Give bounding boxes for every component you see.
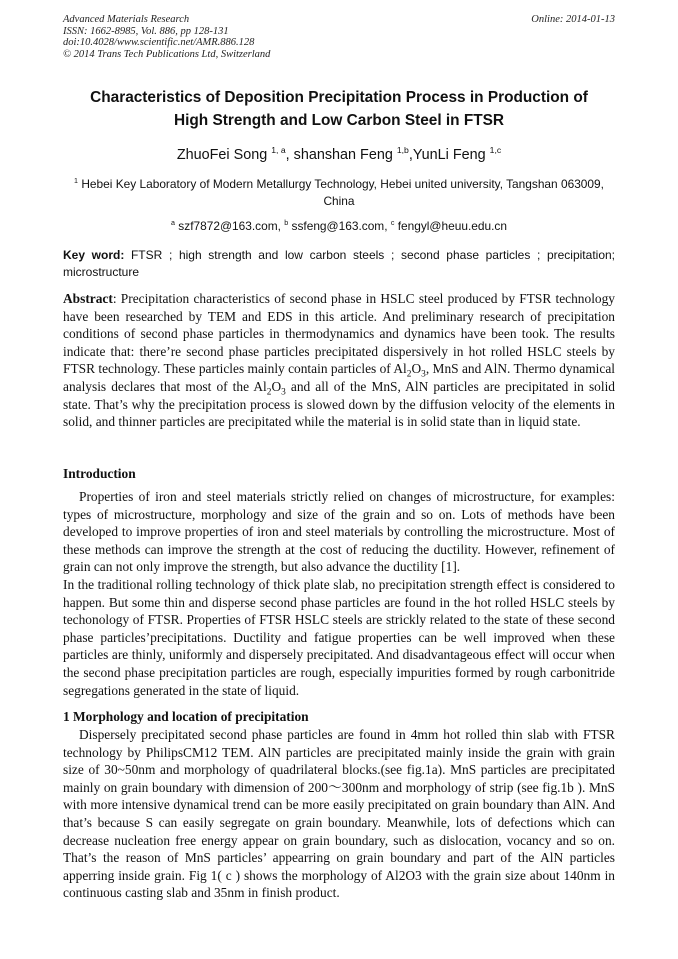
author-list — [40, 146, 638, 164]
keywords — [63, 247, 615, 280]
abstract-sub-2a: 2 — [266, 387, 272, 398]
abstract-text-5: and all of the MnS, AlN particles are precipitated in solid state. That’s why the precipitation process is slowed down by the diffusion velocity of the elements in solid, and thinner particles are precipitated while the material is in solid state than in liquid state. — [63, 378, 615, 430]
abstract-sub-2b: 3 — [281, 387, 286, 398]
email-list — [40, 218, 638, 234]
issn-line: ISSN: 1662-8985, Vol. 886, pp 128-131 — [63, 25, 229, 37]
email-b-mark: b — [284, 219, 289, 228]
paper-title — [40, 86, 638, 132]
copyright-line: © 2014 Trans Tech Publications Ltd, Switzerland — [63, 48, 271, 60]
affiliation-text: Hebei Key Laboratory of Modern Metallurgy Technology, Hebei united university, Tangshan 063009, China — [78, 177, 604, 208]
journal-header — [63, 14, 615, 60]
abstract-sub-1b: 3 — [421, 370, 426, 381]
abstract-label: Abstract — [63, 291, 113, 306]
abstract-text-3: , MnS and AlN. Thermo dynamical analysis declares that most of the Al — [63, 361, 615, 394]
section-1-heading: 1 Morphology and location of precipitation — [63, 709, 309, 724]
email-c: fengyl@heuu.edu.cn — [394, 219, 507, 233]
keywords-text: FTSR ; high strength and low carbon steels ; second phase particles ; precipitation; microstructure — [63, 248, 615, 279]
abstract-text-1: : Precipitation characteristics of second phase in HSLC steel produced by FTSR technology have been researched by TEM and EDS in this article. And preliminary research of precipitation conditions of second phase particles in thermodynamics and dynamics have been took. The results indicate that: there’re second phase particles precipitated dispersively in hot rolled HSLC steels by FTSR technology. These particles mainly contain particles of Al — [63, 291, 615, 377]
author-3-affil: 1,c — [489, 145, 502, 156]
journal-name: Advanced Materials Research — [63, 14, 190, 25]
doi-line: doi:10.4028/www.scientific.net/AMR.886.128 — [63, 37, 255, 48]
author-3: ,YunLi Feng — [408, 147, 490, 163]
introduction-paragraph-2: In the traditional rolling technology of thick plate slab, no precipitation strength effect is considered to happen. But some thin and disperse second phase particles are found in the hot rolled HSLC steels by techonology of FTSR. Properties of FTSR HSLC steels are strickly related to the state of these second phase particles’precipitations. Ductility and fatigue properties can be well improved when these particles are thinly, uniformly and dispersely precipitated. And disadvantageous effect will occur when the second phase precipitation particles are rough, especially impurities formed by rough carbonitride segregations generated in the state of liquid. — [63, 576, 615, 698]
section-1-body — [63, 726, 615, 902]
section-1-paragraph: Dispersely precipitated second phase particles are found in 4mm hot rolled thin slab with FTSR technology by PhilipsCM12 TEM. AlN particles are precipitated mainly inside the grain with grain size of 30~50nm and morphology of quadrilateral blocks.(see fig.1a). MnS particles are precipitated mainly on grain boundary with dimension of 200～300nm and morphology of strip (see fig.1b ). MnS with more intensive dynamical trend can be more easily precipitated on grain boundary than AlN. And that’s because S can easily segregate on grain boundary. Meanwhile, lots of defections which can decrease nucleation free energy appear on grain boundary, such as dislocation, vocancy and so on. That’s the reason of MnS particles’ appearring on grain boundary and part of the AlN particles apperring inside grain. Fig 1( c ) shows the morphology of Al2O3 with the grain size about 140nm in continuous casting slab and 35nm in finish product. — [63, 727, 615, 901]
introduction-heading: Introduction — [63, 466, 136, 481]
author-2-affil: 1,b — [396, 145, 409, 156]
introduction-paragraph-1: Properties of iron and steel materials strictly relied on changes of microstructure, for examples: types of microstructure, morphology and size of the grain and so on. Lots of methods have been developed to improve properties of iron and steel materials by controlling the microstructure. Most of these methods can improve the strength at the cost of reducing the ductility. However, refinement of grain can not only improve the strength, but also advance the ductility [1]. — [63, 489, 615, 575]
title-line-1: Characteristics of Deposition Precipitation Process in Production of — [90, 89, 588, 106]
email-b: ssfeng@163.com, — [288, 219, 391, 233]
abstract — [63, 290, 615, 431]
email-a-mark: a — [171, 219, 175, 228]
email-c-mark: c — [390, 219, 395, 228]
title-line-2: High Strength and Low Carbon Steel in FTSR — [173, 112, 505, 129]
affiliation-mark: 1 — [74, 177, 79, 186]
online-date: Online: 2014-01-13 — [531, 14, 615, 25]
abstract-text-4: O — [271, 378, 282, 394]
abstract-sub-1a: 2 — [406, 370, 412, 381]
affiliation — [70, 176, 608, 209]
author-2: , shanshan Feng — [285, 147, 397, 163]
keywords-label: Key word: — [63, 248, 125, 262]
author-1: ZhuoFei Song — [176, 147, 272, 163]
abstract-text-2: O — [411, 361, 422, 377]
introduction-body — [63, 488, 615, 699]
email-a: szf7872@163.com, — [175, 219, 285, 233]
author-1-affil: 1, a — [271, 145, 286, 156]
